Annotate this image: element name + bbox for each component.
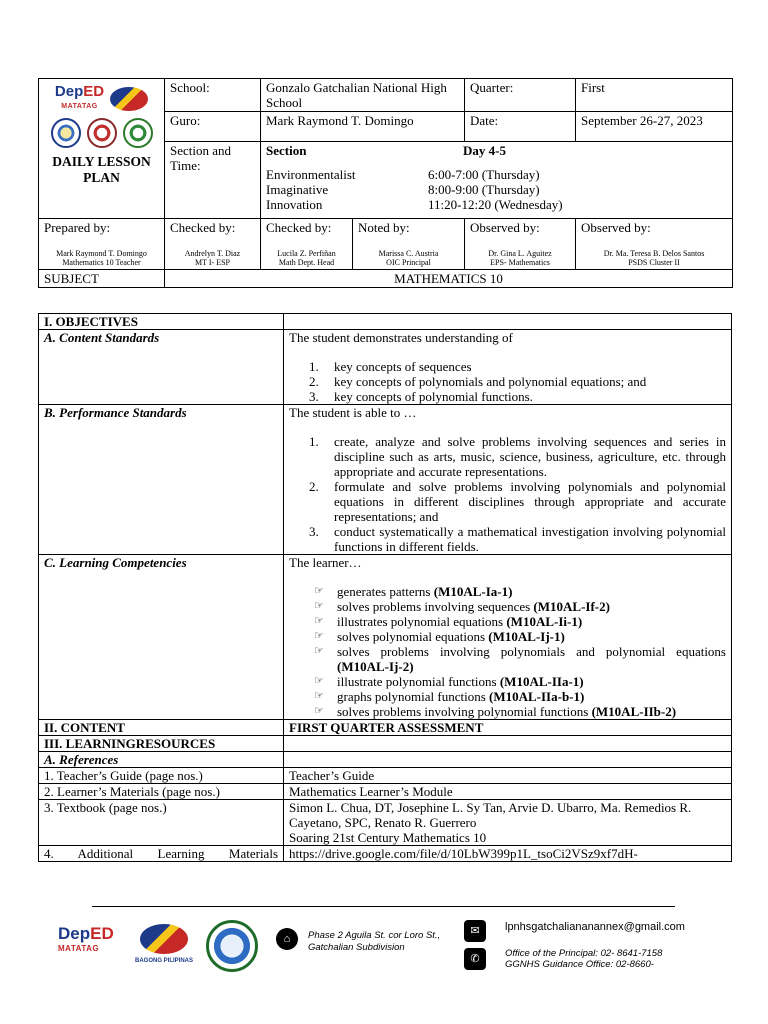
textbook-authors: Simon L. Chua, DT, Josephine L. Sy Tan, Arvie D. Ubarro, Ma. Remedios R. Cayetano, SPC, Renato R. Guerrero: [289, 800, 692, 830]
section-heading: Section: [266, 143, 307, 158]
content-label: II. CONTENT: [39, 720, 284, 736]
logo-row-top: [44, 84, 159, 114]
footer-address: Phase 2 Aguila St. cor Loro St., Gatchalian Subdivision: [308, 930, 441, 953]
school-label: School:: [165, 79, 261, 112]
signatory-prepared: [39, 219, 165, 270]
matatag-logo-text: MATATAG: [58, 944, 100, 953]
section-time: 6:00-7:00 (Thursday): [428, 167, 540, 182]
location-pin-icon: ⌂: [276, 928, 298, 950]
footer-phones: [505, 948, 715, 978]
list-item: 1. create, analyze and solve problems involving sequences and series in discipline such as arts, music, science, business, agriculture, etc. through appropriate and accurate representations.: [309, 434, 726, 479]
competency-item: ☞ generates patterns (M10AL-Ia-1): [314, 584, 513, 599]
competency-item: ☞ illustrate polynomial functions (M10AL-IIa-1): [314, 674, 584, 689]
section-name: Environmentalist: [266, 167, 356, 182]
signatory-observed-1: [465, 219, 576, 270]
list-item: 1. key concepts of sequences: [309, 359, 472, 374]
quarter-value: First: [576, 79, 733, 112]
signatory-title: Math Dept. Head: [278, 258, 335, 267]
resources-heading-empty: [284, 736, 732, 752]
footer-email[interactable]: lpnhsgatchaliananannex@gmail.com: [505, 921, 685, 933]
school-seal-icon: [123, 118, 153, 148]
signatory-noted: [353, 219, 465, 270]
performance-standards-intro: The student is able to …: [289, 405, 417, 420]
section-schedule: [261, 142, 733, 219]
pointing-hand-icon: ☞: [314, 630, 324, 642]
deped-logo-text: DepED: [54, 83, 105, 100]
signatory-title: EPS- Mathematics: [490, 258, 550, 267]
signatory-name: Dr. Ma. Teresa B. Delos Santos: [603, 249, 705, 258]
signatory-label: Checked by:: [170, 220, 236, 235]
learning-competencies-label: C. Learning Competencies: [39, 555, 284, 720]
matatag-logo-text: MATATAG: [61, 103, 98, 110]
bagong-pilipinas-caption: BAGONG PILIPINAS: [135, 958, 194, 964]
resource-link[interactable]: https://drive.google.com/file/d/10LbW399p1L_tsoCi2VSz9xf7dH-: [284, 846, 732, 862]
guro-value: Mark Raymond T. Domingo: [261, 112, 465, 142]
pointing-hand-icon: ☞: [314, 615, 324, 627]
list-item: 2. formulate and solve problems involving polynomials and polynomial equations in different disciplines through appropriate and accurate representations; and: [309, 479, 726, 524]
pointing-hand-icon: ☞: [314, 705, 324, 717]
signatory-title: MT I- ESP: [195, 258, 230, 267]
resources-heading: III. LEARNINGRESOURCES: [39, 736, 284, 752]
signatory-label: Checked by:: [266, 220, 332, 235]
schedule-row: [266, 197, 727, 212]
resource-label: 4. Additional Learning Materials: [39, 846, 284, 862]
signatory-observed-2: [576, 219, 733, 270]
pointing-hand-icon: ☞: [314, 675, 324, 687]
list-item: 3. key concepts of polynomial functions.: [309, 389, 533, 404]
references-empty: [284, 752, 732, 768]
competency-item: ☞ solves polynomial equations (M10AL-Ij-1): [314, 629, 565, 644]
section-name: Innovation: [266, 197, 323, 212]
day-heading: Day 4-5: [463, 143, 506, 158]
subject-value: MATHEMATICS 10: [165, 270, 733, 288]
footer-bagong-pilipinas-logo: [135, 924, 193, 969]
signatory-name: Lucila Z. Perfiñan: [277, 249, 336, 258]
performance-standards-cell: [284, 405, 732, 555]
competency-item: ☞ illustrates polynomial equations (M10AL-Ii-1): [314, 614, 583, 629]
footer-deped-logo: [58, 926, 114, 956]
resource-label: 2. Learner’s Materials (page nos.): [39, 784, 284, 800]
textbook-title: Soaring 21st Century Mathematics 10: [289, 830, 487, 845]
school-seal-icon: [206, 920, 258, 972]
phone-icon: ✆: [464, 948, 486, 970]
signatory-name: Marissa C. Austria: [378, 249, 439, 258]
signatory-title: OIC Principal: [386, 258, 431, 267]
resource-label: 1. Teacher’s Guide (page nos.): [39, 768, 284, 784]
objectives-heading: I. OBJECTIVES: [39, 314, 284, 330]
subject-label: SUBJECT: [39, 270, 165, 288]
section-time-label: Section and Time:: [165, 142, 261, 219]
schedule-row: [266, 182, 727, 197]
resource-value: Mathematics Learner’s Module: [284, 784, 732, 800]
signatory-label: Observed by:: [470, 220, 540, 235]
lesson-plan-header: [38, 78, 733, 288]
performance-standards-list: [309, 434, 726, 554]
pointing-hand-icon: ☞: [314, 645, 324, 657]
competency-item: ☞ solves problems involving polynomials and polynomial equations (M10AL-Ij-2): [314, 644, 726, 674]
signatory-checked-1: [165, 219, 261, 270]
section-heading-row: [266, 143, 506, 158]
email-icon: ✉: [464, 920, 486, 942]
content-standards-list: [309, 359, 726, 404]
pointing-hand-icon: ☞: [314, 600, 324, 612]
section-time: 8:00-9:00 (Thursday): [428, 182, 540, 197]
section-time: 11:20-12:20 (Wednesday): [428, 197, 563, 212]
lesson-plan-body: [38, 313, 732, 862]
schedule-row: [266, 167, 727, 182]
competency-item: ☞ solves problems involving polynomial functions (M10AL-IIb-2): [314, 704, 677, 719]
resource-value: [284, 800, 732, 846]
pointing-hand-icon: ☞: [314, 585, 324, 597]
deped-logo-text: DepED: [58, 924, 114, 943]
objectives-heading-empty: [284, 314, 732, 330]
date-label: Date:: [465, 112, 576, 142]
learning-competencies-intro: The learner…: [289, 555, 362, 570]
logo-cell: [39, 79, 165, 219]
signatory-name: Dr. Gina L. Aguitez: [488, 249, 552, 258]
bagong-pilipinas-icon: [140, 924, 188, 954]
section-name: Imaginative: [266, 182, 329, 197]
competency-item: ☞ solves problems involving sequences (M10AL-If-2): [314, 599, 610, 614]
logo-row-seals: [44, 118, 159, 148]
date-value: September 26-27, 2023: [576, 112, 733, 142]
school-value: Gonzalo Gatchalian National High School: [261, 79, 465, 112]
bagong-pilipinas-logo: [110, 87, 148, 111]
division-seal-icon: [87, 118, 117, 148]
signatory-label: Observed by:: [581, 220, 651, 235]
signatory-label: Prepared by:: [44, 220, 111, 235]
deped-logo: [55, 84, 104, 114]
phone-principal: Office of the Principal: 02- 8641-7158: [505, 948, 663, 959]
phone-guidance: GGNHS Guidance Office: 02-8660-: [505, 959, 654, 970]
signatory-title: PSDS Cluster II: [628, 258, 680, 267]
learning-competencies-list: [314, 584, 726, 719]
list-item: 3. conduct systematically a mathematical investigation involving polynomial functions in different fields.: [309, 524, 726, 554]
signatory-name: Andrelyn T. Diaz: [184, 249, 241, 258]
content-standards-cell: [284, 330, 732, 405]
learning-competencies-cell: [284, 555, 732, 720]
signatory-checked-2: [261, 219, 353, 270]
guro-label: Guro:: [165, 112, 261, 142]
content-value: FIRST QUARTER ASSESSMENT: [284, 720, 732, 736]
signatory-name: Mark Raymond T. Domingo: [56, 249, 147, 258]
resource-value: Teacher’s Guide: [284, 768, 732, 784]
references-label: A. References: [39, 752, 284, 768]
content-standards-label: A. Content Standards: [39, 330, 284, 405]
list-item: 2. key concepts of polynomials and polynomial equations; and: [309, 374, 647, 389]
footer-divider: [92, 906, 675, 907]
footer: [50, 916, 730, 996]
pointing-hand-icon: ☞: [314, 690, 324, 702]
deped-seal-icon: [51, 118, 81, 148]
content-standards-intro: The student demonstrates understanding of: [289, 330, 513, 345]
quarter-label: Quarter:: [465, 79, 576, 112]
performance-standards-label: B. Performance Standards: [39, 405, 284, 555]
signatory-title: Mathematics 10 Teacher: [62, 258, 141, 267]
resource-label: 3. Textbook (page nos.): [39, 800, 284, 846]
competency-item: ☞ graphs polynomial functions (M10AL-IIa-b-1): [314, 689, 585, 704]
signatory-label: Noted by:: [358, 220, 410, 235]
document-title: DAILY LESSON PLAN: [52, 154, 151, 185]
